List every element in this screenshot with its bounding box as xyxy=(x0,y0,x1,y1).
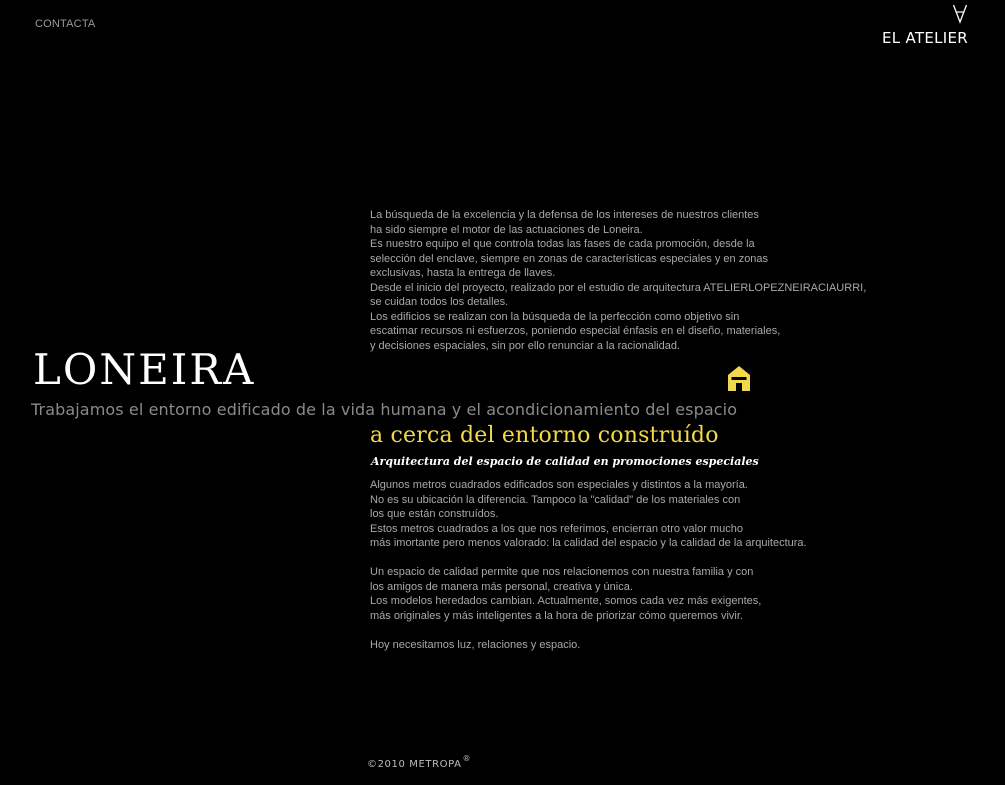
contact-link[interactable]: CONTACTA xyxy=(35,18,96,30)
section-title: a cerca del entorno construído xyxy=(370,423,719,448)
home-icon[interactable] xyxy=(727,365,751,391)
copyright-text: ©2010 METROPA xyxy=(367,759,462,770)
section-subtitle: Arquitectura del espacio de calidad en promociones especiales xyxy=(371,455,759,468)
intro-paragraph: La búsqueda de la excelencia y la defensa de los intereses de nuestros clientes ha sido siempre el motor de las actuaciones de Loneira. Es nuestro equipo el que controla todas las fases de cada promoción, desde la selección del enclave, siempre en zonas de características especiales y en zonas exclusivas, hasta la entrega de llaves. Desde el inicio del proyecto, realizado por el estudio de arquitectura ATELIERLOPEZNEIRACIAURRI, se cuidan todos los detalles. Los edificios se realizan con la búsqueda de la perfección como objetivo sin escatimar recursos ni esfuerzos, poniendo especial énfasis en el diseño, materiales, y decisiones espaciales, sin por ello renunciar a la racionalidad. xyxy=(370,209,867,352)
atelier-nav[interactable] xyxy=(882,4,968,47)
registered-mark: ® xyxy=(462,754,472,763)
atelier-link[interactable]: EL ATELIER xyxy=(881,29,968,47)
atelier-logo-icon[interactable] xyxy=(952,4,968,24)
brand-title: LONEIRA xyxy=(33,345,256,394)
brand-tagline: Trabajamos el entorno edificado de la vida humana y el acondicionamiento del espacio xyxy=(31,400,738,419)
section-body: Algunos metros cuadrados edificados son especiales y distintos a la mayoría. No es su ubicación la diferencia. Tampoco la "calidad" de los materiales con los que están construídos. Estos metros cuadrados a los que nos referimos, encierran otro valor mucho más imortante pero menos valorado: la calidad del espacio y la calidad de la arquitectura. Un espacio de calidad permite que nos relacionemos con nuestra familia y con los amigos de manera más personal, creativa y única. Los modelos heredados cambian. Actualmente, somos cada vez más exigentes, más originales y más inteligentes a la hora de priorizar cómo queremos vivir. Hoy necesitamos luz, relaciones y espacio. xyxy=(370,479,807,651)
footer-copyright[interactable] xyxy=(367,754,471,770)
